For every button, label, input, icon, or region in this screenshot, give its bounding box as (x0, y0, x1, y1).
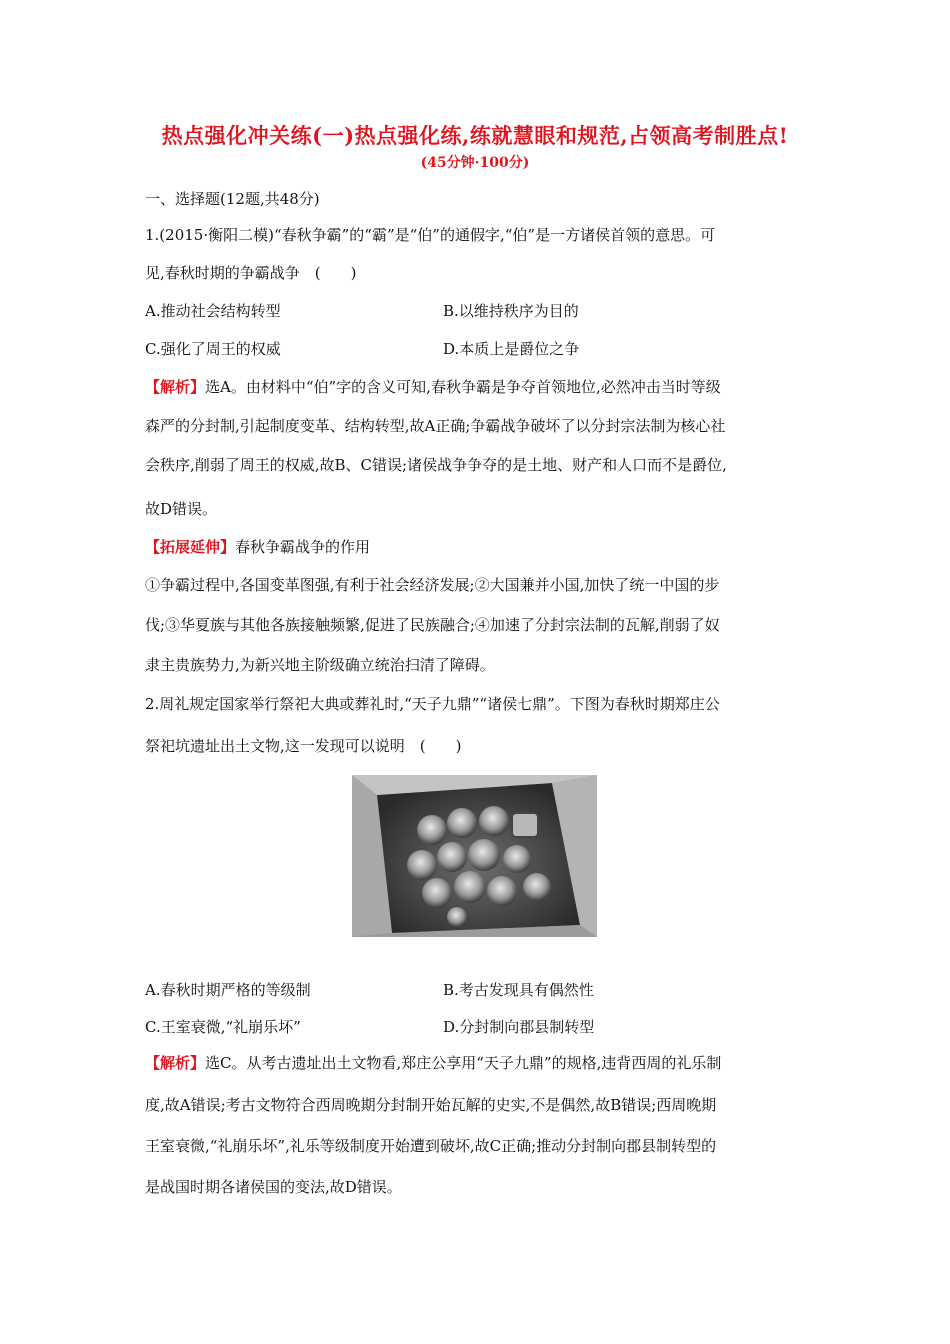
q1-option-a: A.推动社会结构转型 (145, 302, 281, 320)
q1-analysis-line-2: 森严的分封制,引起制度变革、结构转型,故A正确;争霸战争破坏了以分封宗法制为核心社 (145, 417, 726, 435)
q1-option-d: D.本质上是爵位之争 (443, 340, 580, 358)
q2-stem-line-1: 2.周礼规定国家举行祭祀大典或葬礼时,“天子九鼎”“诸侯七鼎”。下图为春秋时期郑庄公 (145, 695, 720, 713)
q2-analysis-line-1 (145, 1052, 721, 1073)
q1-extension-heading (145, 536, 370, 557)
q1-analysis-line-3: 会秩序,削弱了周王的权威,故B、C错误;诸侯战争争夺的是土地、财产和人口而不是爵位, (145, 456, 727, 474)
q1-stem-line-2: 见,春秋时期的争霸战争 ( ) (145, 264, 357, 282)
q2-option-b: B.考古发现具有偶然性 (443, 981, 594, 999)
section-heading: 一、选择题(12题,共48分) (145, 190, 320, 208)
q2-analysis-line-2: 度,故A错误;考古文物符合西周晚期分封制开始瓦解的史实,不是偶然,故B错误;西周晚期 (145, 1096, 717, 1114)
extension-title: 春秋争霸战争的作用 (235, 538, 371, 556)
q1-stem-line-1: 1.(2015·衡阳二模)“春秋争霸”的“霸”是“伯”的通假字,“伯”是一方诸侯首领的意思。可 (145, 226, 716, 244)
ding-pit-image (352, 775, 597, 937)
analysis-tag: 【解析】 (145, 378, 206, 396)
q1-analysis-line-1 (145, 376, 721, 397)
q2-option-d: D.分封制向郡县制转型 (443, 1018, 595, 1036)
analysis-text: 选A。由材料中“伯”字的含义可知,春秋争霸是争夺首领地位,必然冲击当时等级 (205, 378, 721, 396)
q1-option-c: C.强化了周王的权威 (145, 340, 281, 358)
q1-extension-line-3: 隶主贵族势力,为新兴地主阶级确立统治扫清了障碍。 (145, 656, 495, 674)
q1-extension-line-2: 伐;③华夏族与其他各族接触频繁,促进了民族融合;④加速了分封宗法制的瓦解,削弱了奴 (145, 616, 720, 634)
ding-excavation-photo (352, 775, 597, 937)
page-title: 热点强化冲关练(一)热点强化练,练就慧眼和规范,占领高考制胜点! (161, 123, 789, 148)
q2-option-a: A.春秋时期严格的等级制 (145, 981, 311, 999)
analysis-tag: 【解析】 (145, 1054, 206, 1072)
q2-analysis-line-3: 王室衰微,“礼崩乐坏”,礼乐等级制度开始遭到破坏,故C正确;推动分封制向郡县制转型的 (145, 1137, 717, 1155)
q1-extension-line-1: ①争霸过程中,各国变革图强,有利于社会经济发展;②大国兼并小国,加快了统一中国的步 (145, 576, 720, 594)
analysis-text: 选C。从考古遗址出土文物看,郑庄公享用“天子九鼎”的规格,违背西周的礼乐制 (205, 1054, 722, 1072)
extension-tag: 【拓展延伸】 (145, 538, 236, 556)
q1-option-b: B.以维持秩序为目的 (443, 302, 579, 320)
q1-analysis-line-4: 故D错误。 (145, 500, 218, 518)
q2-analysis-line-4: 是战国时期各诸侯国的变法,故D错误。 (145, 1178, 402, 1196)
q2-stem-line-2: 祭祀坑遗址出土文物,这一发现可以说明 ( ) (145, 737, 462, 755)
q2-option-c: C.王室衰微,“礼崩乐坏” (145, 1018, 301, 1036)
time-score-subtitle: (45分钟·100分) (420, 155, 530, 171)
